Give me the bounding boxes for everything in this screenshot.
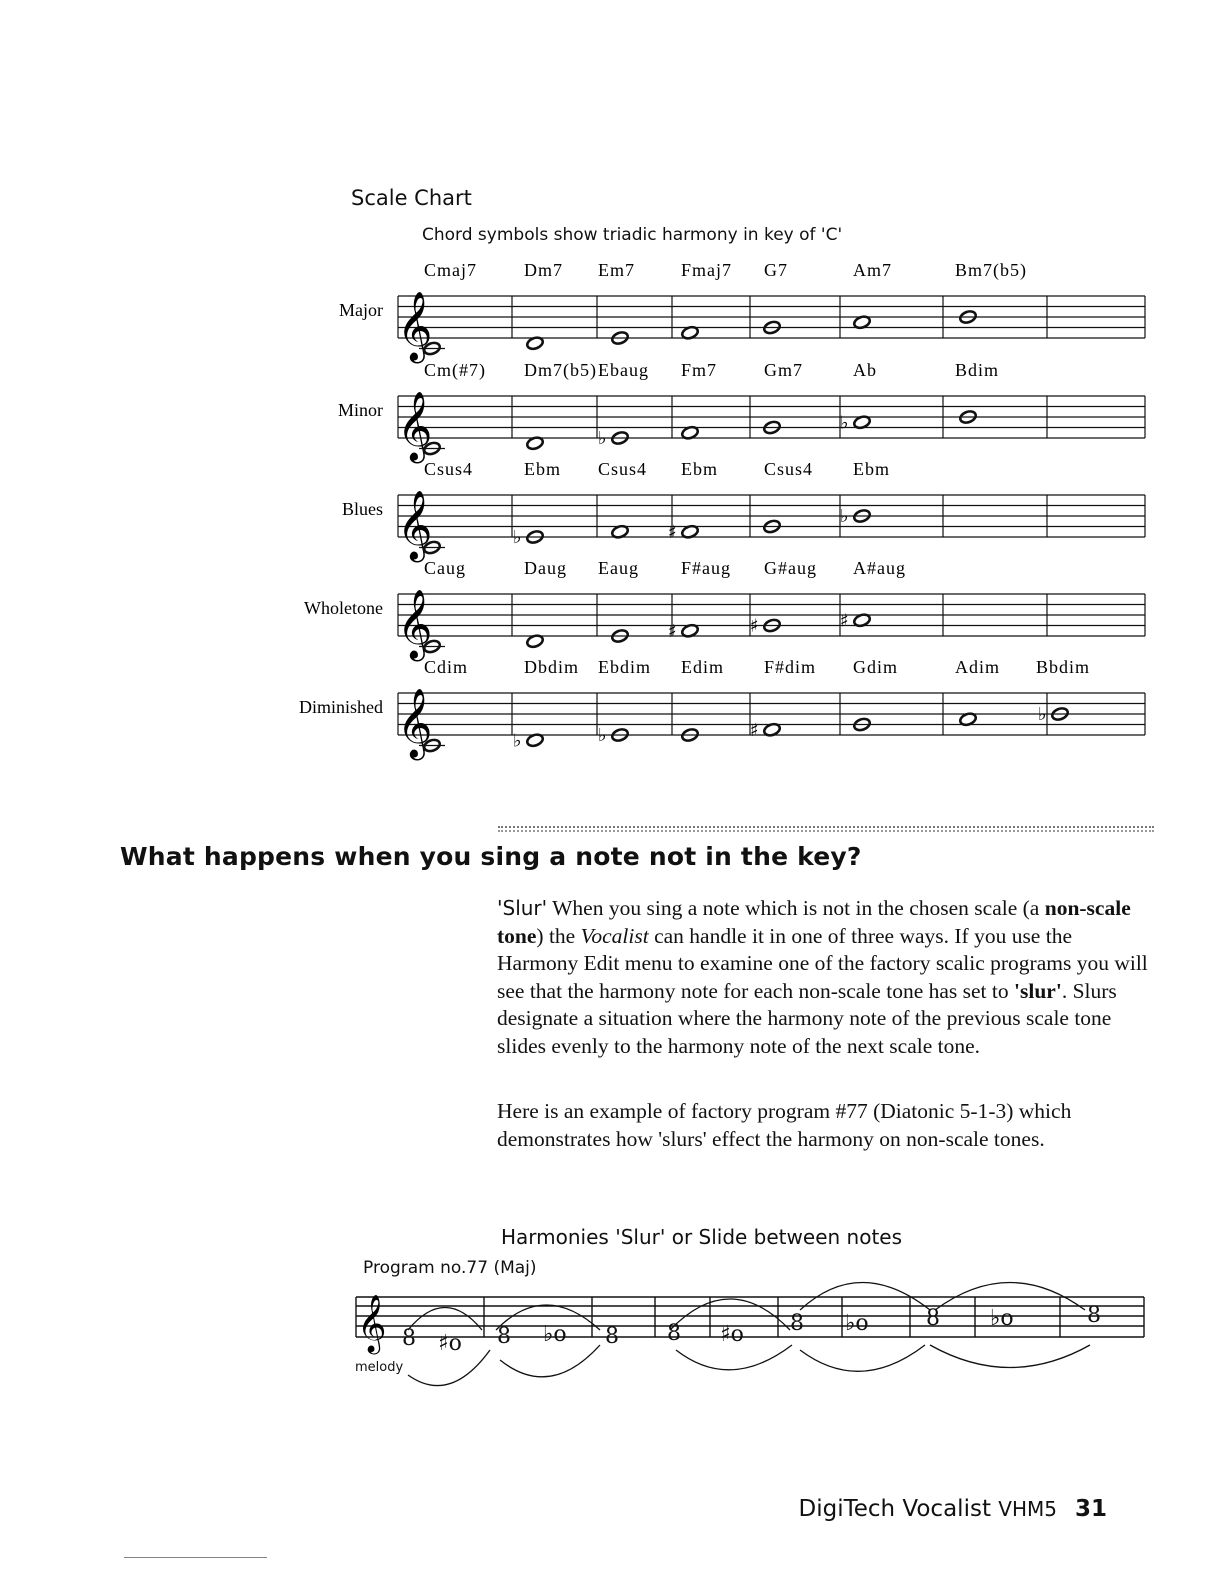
flat-icon: ♭ [840,412,849,434]
treble-clef-icon: 𝄞 [397,490,433,560]
paragraph-slur: 'Slur' When you sing a note which is not in the chosen scale (a non-scale tone) the Vocalist can handle it in one of three ways. If you use the Harmony Edit menu to examine one of the factory scalic programs you will see that the harmony note for each non-scale tone has set to 'slur'. Slurs designate a situation where the harmony note of the previous scale tone slides evenly to the harmony note of the next scale tone. [497,896,1148,1058]
flat-icon: ♭ [513,730,522,752]
footer-model: VHM5 [998,1497,1057,1521]
scan-artifact-line [124,1557,267,1558]
page-number: 31 [1074,1496,1107,1522]
melody-label: melody [355,1360,404,1375]
flat-icon: ♭ [598,725,607,746]
chord-symbol: Dbdim [524,657,580,677]
row-label: Minor [338,400,383,420]
treble-clef-icon: 𝄞 [397,688,433,758]
svg-text:8: 8 [667,1321,681,1346]
chord-symbol: Dm7(b5) [524,360,597,380]
vocalist-term: Vocalist [580,923,649,948]
sharp-icon: ♯ [750,615,759,637]
chord-symbol: Ebm [681,459,718,479]
chord-symbol: Csus4 [764,459,814,479]
chart-subtitle: Chord symbols show triadic harmony in key of 'C' [422,225,843,245]
sharp-icon: ♯ [668,521,677,543]
chord-symbol: Daug [524,558,567,578]
treble-clef-icon: 𝄞 [357,1294,387,1352]
row-label: Wholetone [304,598,383,618]
chord-symbol: Adim [955,657,1001,677]
chord-symbol: Dm7 [524,260,563,280]
svg-text:8: 8 [497,1324,511,1349]
chord-symbol: Bbdim [1036,657,1091,677]
page-footer [799,1496,1108,1522]
chord-symbol: Fmaj7 [681,260,733,280]
section-heading: What happens when you sing a note not in the key? [120,842,862,871]
chord-symbol: Eaug [598,558,639,578]
chord-symbol: Ebaug [598,360,649,380]
sharp-icon: ♯ [750,719,759,741]
svg-text:♭o: ♭o [990,1306,1014,1331]
footer-brand: DigiTech Vocalist [798,1496,991,1522]
svg-text:8: 8 [926,1306,940,1331]
chord-symbol: F#aug [681,558,731,578]
chord-symbol: Fm7 [681,360,718,380]
chord-symbol: Cdim [424,657,469,677]
treble-clef-icon: 𝄞 [397,291,433,361]
chord-symbol: Gdim [853,657,899,677]
chord-symbol: Ab [853,360,877,380]
chord-symbol: Cm(#7) [424,360,486,380]
svg-text:♯o: ♯o [720,1322,744,1347]
flat-icon: ♭ [840,506,849,527]
chord-symbol: Ebm [524,459,561,479]
chart-title: Scale Chart [351,186,472,210]
flat-icon: ♭ [1038,704,1047,725]
chord-symbol: F#dim [764,657,817,677]
chord-symbol: Bm7(b5) [955,260,1027,280]
chord-symbol: Bdim [955,360,1000,380]
example-title: Harmonies 'Slur' or Slide between notes [501,1225,903,1249]
chord-symbol: Ebm [853,459,890,479]
svg-text:♭o: ♭o [543,1322,567,1347]
chord-symbol: G7 [764,260,788,280]
svg-text:♭o: ♭o [845,1311,869,1336]
svg-text:8: 8 [790,1311,804,1336]
chord-symbol: Edim [681,657,724,677]
sharp-icon: ♯ [668,620,677,642]
chord-symbol: G#aug [764,558,817,578]
chord-symbol: Ebdim [598,657,651,677]
svg-text:8: 8 [605,1324,619,1349]
flat-icon: ♭ [598,428,607,449]
svg-text:8: 8 [1087,1303,1101,1328]
chord-symbol: Csus4 [424,459,474,479]
chord-symbol: Em7 [598,260,635,280]
row-label: Major [339,300,383,320]
chord-symbol: Gm7 [764,360,803,380]
chord-symbol: A#aug [853,558,906,578]
treble-clef-icon: 𝄞 [397,589,433,659]
chord-symbol: Csus4 [598,459,648,479]
chord-symbol: Cmaj7 [424,260,477,280]
program-label: Program no.77 (Maj) [363,1258,537,1278]
svg-text:♯o: ♯o [438,1331,462,1356]
slur-term: 'Slur' [497,896,548,920]
flat-icon: ♭ [513,527,522,548]
row-label: Diminished [299,697,383,717]
chord-symbol: Caug [424,558,466,578]
sharp-icon: ♯ [840,610,849,632]
svg-text:8: 8 [402,1326,416,1351]
row-label: Blues [341,499,383,519]
treble-clef-icon: 𝄞 [397,391,433,461]
chord-symbol: Am7 [853,260,892,280]
paragraph-example: Here is an example of factory program #77 (Diatonic 5-1-3) which demonstrates how 'slurs' effect the harmony on non-scale tones. [497,1099,1072,1151]
non-scale-tone-term: non-scale tone [497,896,1131,948]
